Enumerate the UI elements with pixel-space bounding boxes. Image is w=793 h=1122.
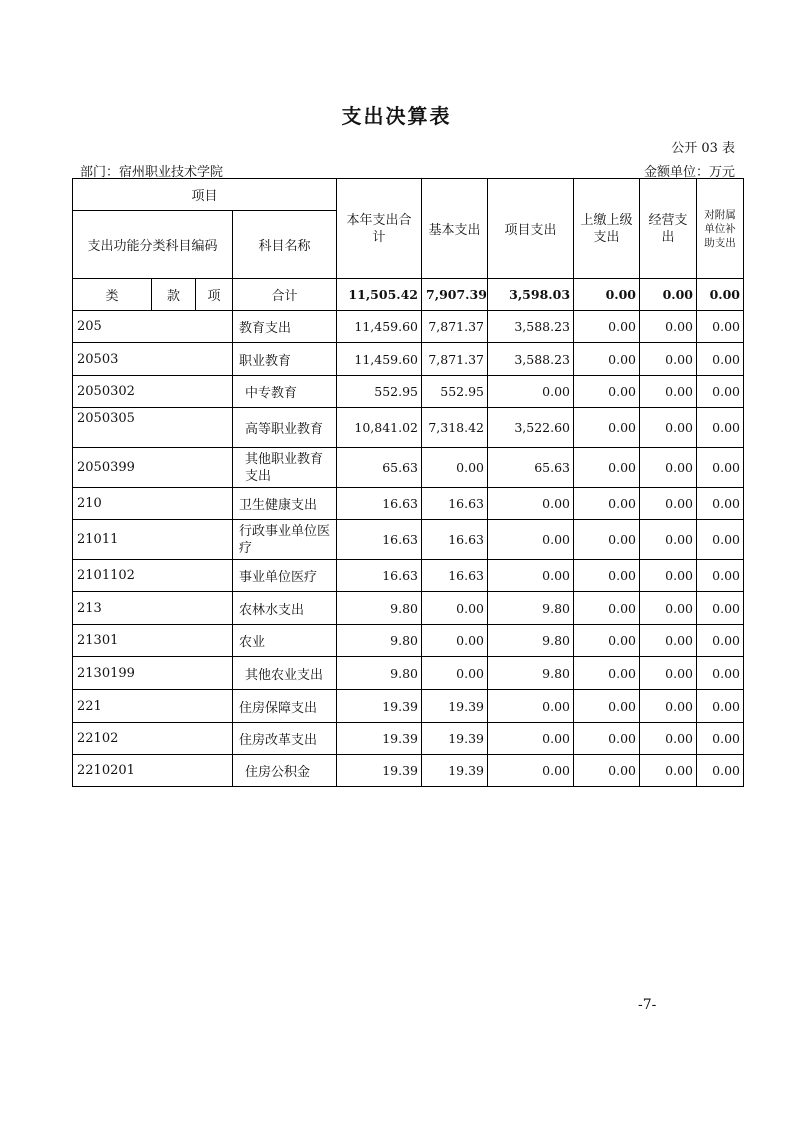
row-subsidy: 0.00 xyxy=(697,311,744,343)
row-code: 2050302 xyxy=(73,376,233,408)
table-row xyxy=(73,311,744,343)
row-business: 0.00 xyxy=(640,625,697,657)
row-total: 11,459.60 xyxy=(337,343,422,376)
row-project: 9.80 xyxy=(488,592,574,625)
row-subsidy: 0.00 xyxy=(697,723,744,755)
row-upper: 0.00 xyxy=(574,311,640,343)
row-business: 0.00 xyxy=(640,311,697,343)
row-subsidy: 0.00 xyxy=(697,657,744,690)
row-upper: 0.00 xyxy=(574,657,640,690)
total-business: 0.00 xyxy=(640,279,697,311)
row-total: 65.63 xyxy=(337,448,422,488)
header-lei: 类 xyxy=(73,279,152,311)
table-row xyxy=(73,488,744,520)
row-name: 住房改革支出 xyxy=(233,723,337,755)
total-project: 3,598.03 xyxy=(488,279,574,311)
row-subsidy: 0.00 xyxy=(697,448,744,488)
row-upper: 0.00 xyxy=(574,448,640,488)
table-row xyxy=(73,560,744,592)
row-upper: 0.00 xyxy=(574,560,640,592)
row-upper: 0.00 xyxy=(574,625,640,657)
row-project: 3,588.23 xyxy=(488,343,574,376)
row-total: 16.63 xyxy=(337,560,422,592)
header-code: 支出功能分类科目编码 xyxy=(73,211,233,279)
row-business: 0.00 xyxy=(640,343,697,376)
row-code: 2050399 xyxy=(73,448,233,488)
header-xiang: 项 xyxy=(196,279,233,311)
row-project: 0.00 xyxy=(488,520,574,560)
row-basic: 0.00 xyxy=(422,657,488,690)
table-row xyxy=(73,723,744,755)
row-basic: 0.00 xyxy=(422,592,488,625)
row-name: 其他农业支出 xyxy=(233,657,337,690)
row-project: 0.00 xyxy=(488,690,574,723)
row-project: 9.80 xyxy=(488,625,574,657)
row-subsidy: 0.00 xyxy=(697,408,744,448)
table-row xyxy=(73,657,744,690)
row-project: 65.63 xyxy=(488,448,574,488)
row-subsidy: 0.00 xyxy=(697,690,744,723)
total-subsidy: 0.00 xyxy=(697,279,744,311)
row-name: 行政事业单位医疗 xyxy=(233,520,337,560)
header-total: 本年支出合计 xyxy=(337,179,422,279)
row-subsidy: 0.00 xyxy=(697,755,744,787)
row-basic: 0.00 xyxy=(422,625,488,657)
row-code: 20503 xyxy=(73,343,233,376)
row-upper: 0.00 xyxy=(574,488,640,520)
row-basic: 0.00 xyxy=(422,448,488,488)
row-total: 16.63 xyxy=(337,488,422,520)
row-basic: 7,871.37 xyxy=(422,311,488,343)
row-code: 205 xyxy=(73,311,233,343)
row-total: 19.39 xyxy=(337,755,422,787)
row-name: 职业教育 xyxy=(233,343,337,376)
row-total: 9.80 xyxy=(337,657,422,690)
row-total: 19.39 xyxy=(337,723,422,755)
row-project: 3,522.60 xyxy=(488,408,574,448)
page-title: 支出决算表 xyxy=(341,104,452,128)
table-row xyxy=(73,376,744,408)
row-project: 0.00 xyxy=(488,755,574,787)
row-code: 2050305 xyxy=(73,408,233,448)
row-basic: 19.39 xyxy=(422,755,488,787)
row-total: 10,841.02 xyxy=(337,408,422,448)
row-upper: 0.00 xyxy=(574,592,640,625)
row-subsidy: 0.00 xyxy=(697,376,744,408)
header-subsidy: 对附属单位补助支出 xyxy=(697,179,744,279)
row-code: 221 xyxy=(73,690,233,723)
table-row xyxy=(73,755,744,787)
row-code: 22102 xyxy=(73,723,233,755)
row-subsidy: 0.00 xyxy=(697,560,744,592)
row-basic: 16.63 xyxy=(422,488,488,520)
row-total: 11,459.60 xyxy=(337,311,422,343)
form-number: 公开 03 表 xyxy=(671,141,735,156)
table-row xyxy=(73,448,744,488)
row-name: 教育支出 xyxy=(233,311,337,343)
row-code: 21301 xyxy=(73,625,233,657)
row-business: 0.00 xyxy=(640,592,697,625)
row-business: 0.00 xyxy=(640,723,697,755)
row-subsidy: 0.00 xyxy=(697,592,744,625)
row-business: 0.00 xyxy=(640,488,697,520)
header-business: 经营支出 xyxy=(640,179,697,279)
row-name: 农业 xyxy=(233,625,337,657)
row-name: 住房保障支出 xyxy=(233,690,337,723)
unit-label: 金额单位：万元 xyxy=(643,165,735,180)
row-project: 0.00 xyxy=(488,560,574,592)
row-code: 2101102 xyxy=(73,560,233,592)
row-name: 事业单位医疗 xyxy=(233,560,337,592)
table-row xyxy=(73,408,744,448)
row-upper: 0.00 xyxy=(574,690,640,723)
row-upper: 0.00 xyxy=(574,723,640,755)
row-upper: 0.00 xyxy=(574,520,640,560)
department-label: 部门：宿州职业技术学院 xyxy=(80,165,224,180)
row-code: 213 xyxy=(73,592,233,625)
row-total: 9.80 xyxy=(337,592,422,625)
row-name: 其他职业教育支出 xyxy=(233,448,337,488)
header-sum-label: 合计 xyxy=(233,279,337,311)
row-business: 0.00 xyxy=(640,520,697,560)
row-name: 住房公积金 xyxy=(233,755,337,787)
row-total: 9.80 xyxy=(337,625,422,657)
row-upper: 0.00 xyxy=(574,376,640,408)
table-row xyxy=(73,343,744,376)
row-name: 卫生健康支出 xyxy=(233,488,337,520)
row-name: 农林水支出 xyxy=(233,592,337,625)
row-name: 中专教育 xyxy=(233,376,337,408)
table-row xyxy=(73,520,744,560)
row-code: 2210201 xyxy=(73,755,233,787)
row-upper: 0.00 xyxy=(574,343,640,376)
total-upper: 0.00 xyxy=(574,279,640,311)
row-subsidy: 0.00 xyxy=(697,488,744,520)
page-number: -7- xyxy=(638,997,657,1013)
row-basic: 16.63 xyxy=(422,560,488,592)
row-upper: 0.00 xyxy=(574,755,640,787)
header-basic: 基本支出 xyxy=(422,179,488,279)
row-business: 0.00 xyxy=(640,690,697,723)
row-code: 210 xyxy=(73,488,233,520)
row-basic: 19.39 xyxy=(422,690,488,723)
row-business: 0.00 xyxy=(640,376,697,408)
table-row xyxy=(73,625,744,657)
row-basic: 7,318.42 xyxy=(422,408,488,448)
header-name: 科目名称 xyxy=(233,211,337,279)
row-total: 16.63 xyxy=(337,520,422,560)
row-business: 0.00 xyxy=(640,448,697,488)
row-project: 3,588.23 xyxy=(488,311,574,343)
row-project: 0.00 xyxy=(488,376,574,408)
row-project: 0.00 xyxy=(488,723,574,755)
header-upper: 上缴上级支出 xyxy=(574,179,640,279)
header-item: 项目 xyxy=(73,179,337,211)
row-business: 0.00 xyxy=(640,755,697,787)
expenditure-table xyxy=(72,178,744,787)
table-row xyxy=(73,592,744,625)
row-project: 0.00 xyxy=(488,488,574,520)
row-total: 552.95 xyxy=(337,376,422,408)
table-row xyxy=(73,690,744,723)
row-code: 2130199 xyxy=(73,657,233,690)
row-subsidy: 0.00 xyxy=(697,625,744,657)
total-amount: 11,505.42 xyxy=(337,279,422,311)
row-subsidy: 0.00 xyxy=(697,520,744,560)
row-basic: 552.95 xyxy=(422,376,488,408)
row-basic: 7,871.37 xyxy=(422,343,488,376)
row-subsidy: 0.00 xyxy=(697,343,744,376)
row-name: 高等职业教育 xyxy=(233,408,337,448)
total-row xyxy=(73,279,744,311)
header-kuan: 款 xyxy=(152,279,196,311)
row-basic: 19.39 xyxy=(422,723,488,755)
row-business: 0.00 xyxy=(640,560,697,592)
header-project: 项目支出 xyxy=(488,179,574,279)
total-basic: 7,907.39 xyxy=(422,279,488,311)
row-basic: 16.63 xyxy=(422,520,488,560)
row-upper: 0.00 xyxy=(574,408,640,448)
row-business: 0.00 xyxy=(640,408,697,448)
row-business: 0.00 xyxy=(640,657,697,690)
row-code: 21011 xyxy=(73,520,233,560)
row-project: 9.80 xyxy=(488,657,574,690)
row-total: 19.39 xyxy=(337,690,422,723)
